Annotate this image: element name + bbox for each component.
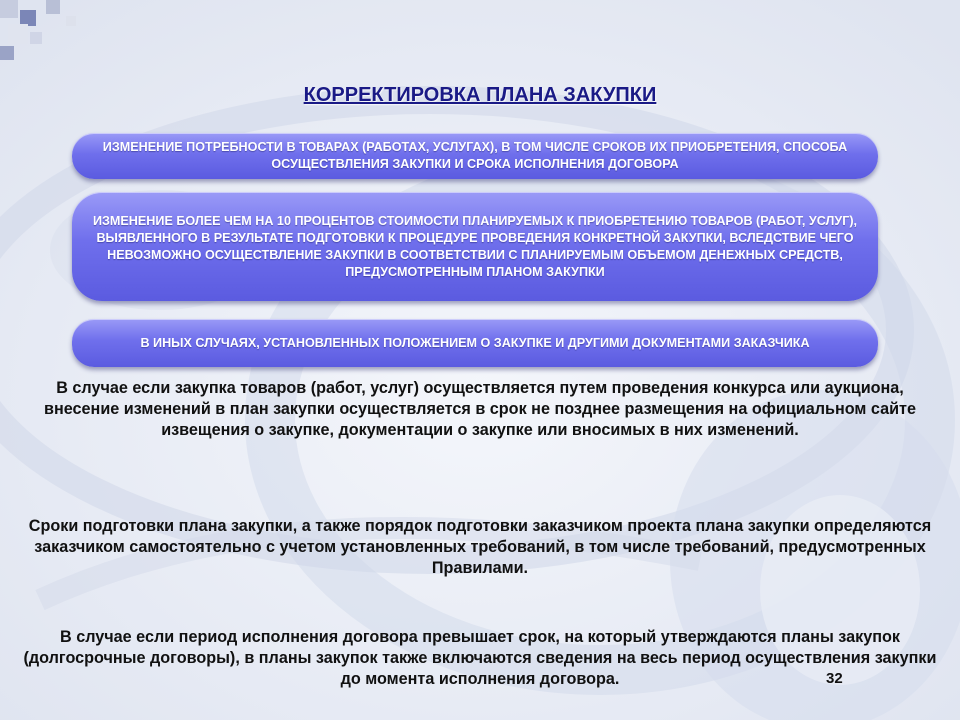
condition-box-1: ИЗМЕНЕНИЕ ПОТРЕБНОСТИ В ТОВАРАХ (РАБОТАХ, УСЛУГАХ), В ТОМ ЧИСЛЕ СРОКОВ ИХ ПРИОБРЕТЕНИЯ, СПОСОБА ОСУЩЕСТВЛЕНИЯ ЗАКУПКИ И СРОКА ИСПОЛНЕНИЯ ДОГОВОРА — [72, 133, 878, 179]
paragraph-3: В случае если период исполнения договора превышает срок, на который утверждаются планы закупок (долгосрочные договоры), в планы закупок также включаются сведения на весь период осуществления закупки до момента исполнения договора. — [23, 628, 937, 688]
page-number: 32 — [826, 670, 843, 687]
paragraph-2: Сроки подготовки плана закупки, а также порядок подготовки заказчиком проекта плана закупки определяются заказчиком самостоятельно с учетом установленных требований, в том числе требований, предусмотренных Правилами. — [28, 517, 932, 577]
paragraph-1: В случае если закупка товаров (работ, услуг) осуществляется путем проведения конкурса или аукциона, внесение изменений в план закупки осуществляется в срок не позднее размещения на официальном сайте извещения о закупке, документации о закупке или вносимых в них изменений. — [44, 379, 916, 439]
condition-box-2: ИЗМЕНЕНИЕ БОЛЕЕ ЧЕМ НА 10 ПРОЦЕНТОВ СТОИМОСТИ ПЛАНИРУЕМЫХ К ПРИОБРЕТЕНИЮ ТОВАРОВ (РАБОТ, УСЛУГ), ВЫЯВЛЕННОГО В РЕЗУЛЬТАТЕ ПОДГОТОВКИ К ПРОЦЕДУРЕ ПРОВЕДЕНИЯ КОНКРЕТНОЙ ЗАКУПКИ, ВСЛЕДСТВИЕ ЧЕГО НЕВОЗМОЖНО ОСУЩЕСТВЛЕНИЕ ЗАКУПКИ В СООТВЕТСТВИИ С ПЛАНИРУЕМЫМ ОБЪЕМОМ ДЕНЕЖНЫХ СРЕДСТВ, ПРЕДУСМОТРЕННЫМ ПЛАНОМ ЗАКУПКИ — [72, 192, 878, 301]
slide-title: КОРРЕКТИРОВКА ПЛАНА ЗАКУПКИ — [303, 84, 657, 106]
condition-box-3: В ИНЫХ СЛУЧАЯХ, УСТАНОВЛЕННЫХ ПОЛОЖЕНИЕМ О ЗАКУПКЕ И ДРУГИМИ ДОКУМЕНТАМИ ЗАКАЗЧИКА — [72, 319, 878, 367]
